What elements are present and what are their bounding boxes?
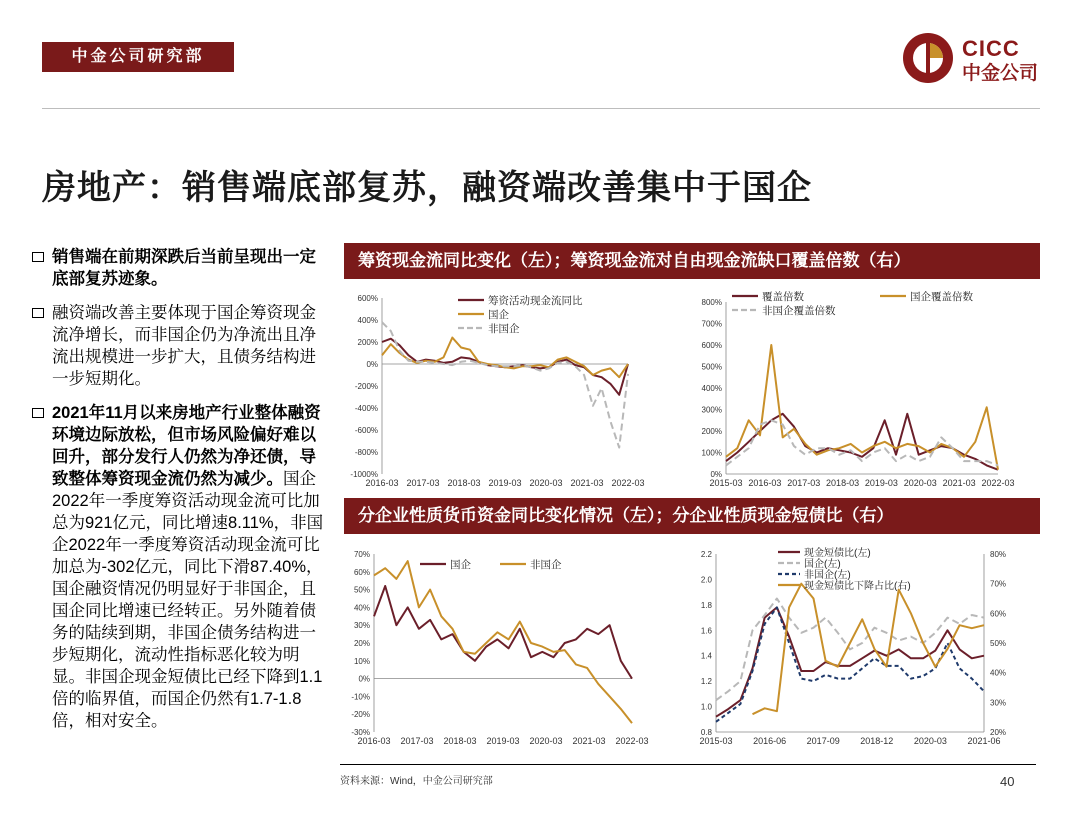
series-line-2 (726, 420, 998, 465)
page-title: 房地产：销售端底部复苏，融资端改善集中于国企 (42, 169, 812, 207)
y-right-tick-label: 50% (990, 639, 1007, 648)
y-tick-label: 2.2 (700, 550, 712, 559)
legend-label: 国企(左) (804, 559, 841, 570)
y-tick-label: 20% (353, 639, 370, 648)
x-tick-label: 2022-03 (981, 478, 1015, 488)
bullet-bold: 销售端在前期深跌后当前呈现出一定底部复苏迹象。 (52, 248, 316, 288)
chart-cash-yoy (340, 542, 680, 754)
legend-label: 非国企(左) (804, 570, 851, 581)
y-tick-label: 400% (357, 316, 378, 325)
y-tick-label: -400% (354, 404, 378, 413)
chart-financing-yoy (340, 288, 680, 494)
y-tick-label: 0% (366, 360, 378, 369)
bullet-item (32, 246, 330, 290)
bullet-item (32, 302, 330, 390)
y-tick-label: 500% (701, 362, 722, 372)
header-divider (42, 108, 1040, 109)
x-tick-label: 2017-03 (406, 478, 440, 488)
y-tick-label: 300% (701, 405, 722, 415)
department-badge: 中金公司研究部 (42, 42, 234, 72)
series-line-1 (382, 338, 628, 378)
x-tick-label: 2016-03 (365, 478, 399, 488)
cicc-logo-icon (900, 30, 956, 86)
legend-label: 国企 (488, 309, 509, 321)
x-tick-label: 2020-03 (903, 478, 937, 488)
logo-cn: 中金公司 (962, 63, 1039, 84)
chart-coverage-ratio (692, 288, 1034, 494)
x-tick-label: 2018-12 (860, 736, 894, 746)
series-line-0 (716, 607, 984, 716)
y-tick-label: 0.8 (700, 728, 712, 737)
bullet-list (32, 246, 330, 744)
y-right-tick-label: 60% (990, 609, 1007, 619)
source-note: 资料来源：Wind，中金公司研究部 (340, 776, 493, 787)
logo-en: CICC (962, 36, 1020, 61)
x-tick-label: 2016-06 (753, 736, 787, 746)
y-right-tick-label: 30% (990, 698, 1007, 708)
x-tick-label: 2015-03 (699, 736, 733, 746)
y-tick-label: 40% (353, 603, 370, 613)
y-tick-label: 100% (701, 448, 722, 458)
x-tick-label: 2020-03 (913, 736, 947, 746)
y-tick-label: 200% (357, 338, 378, 347)
y-tick-label: 0% (710, 470, 722, 479)
y-tick-label: 2.0 (700, 575, 712, 585)
x-tick-label: 2021-06 (967, 736, 1001, 746)
bullet-text: 国企2022年一季度筹资活动现金流可比加总为921亿元，同比增速8.11%，非国企2022年一季度筹资活动现金流可比加总为-302亿元，同比下滑87.40%，国企融资情况仍明显好于非国企，且国企同比增速已经转正。另外随着债务的陆续到期，非国企债务结构进一步短期化，流动性指标恶化较为明显。非国企现金短债比已经下降到1.1倍的临界值，而国企仍然有1.7-1.8倍，相对安全。 (52, 470, 324, 730)
legend-label: 覆盖倍数 (762, 291, 804, 303)
series-line-3 (753, 584, 985, 715)
x-tick-label: 2017-03 (400, 736, 434, 746)
y-tick-label: -20% (351, 710, 370, 720)
x-tick-label: 2018-03 (447, 478, 481, 488)
x-tick-label: 2021-03 (572, 736, 606, 746)
y-right-tick-label: 80% (990, 550, 1007, 559)
y-tick-label: 600% (701, 341, 722, 350)
y-tick-label: -600% (354, 426, 378, 435)
y-tick-label: 60% (353, 567, 370, 577)
legend-label: 筹资活动现金流同比 (488, 295, 583, 307)
y-tick-label: 0% (358, 674, 370, 684)
x-tick-label: 2017-03 (787, 478, 821, 488)
x-tick-label: 2019-03 (486, 736, 520, 746)
bullet-item (32, 402, 330, 732)
x-tick-label: 2017-09 (806, 736, 840, 746)
y-tick-label: -200% (354, 382, 378, 391)
x-tick-label: 2018-03 (443, 736, 477, 746)
section-header-cash: 分企业性质货币资金同比变化情况（左）；分企业性质现金短债比（右） (344, 498, 1040, 534)
series-line-1 (374, 561, 632, 723)
y-right-tick-label: 40% (990, 668, 1007, 678)
legend-label: 非国企 (530, 559, 562, 571)
y-tick-label: 50% (353, 585, 370, 595)
x-tick-label: 2018-03 (826, 478, 860, 488)
x-tick-label: 2021-03 (570, 478, 604, 488)
y-tick-label: 200% (701, 427, 722, 436)
y-tick-label: -1000% (350, 470, 378, 479)
legend-label: 非国企覆盖倍数 (762, 305, 836, 317)
y-tick-label: 1.4 (700, 651, 712, 661)
series-line-2 (382, 322, 628, 447)
bullet-text: 融资端改善主要体现于国企筹资现金流净增长，而非国企仍为净流出且净流出规模进一步扩大，且债务结构进一步短期化。 (52, 304, 316, 388)
x-tick-label: 2020-03 (529, 478, 563, 488)
bullet-square-icon (32, 252, 44, 262)
bullet-bold: 2021年11月以来房地产行业整体融资环境边际放松，但市场风险偏好难以回升，部分发行人仍然为净还债，导致整体筹资现金流仍然为减少。 (52, 404, 321, 488)
x-tick-label: 2020-03 (529, 736, 563, 746)
x-tick-label: 2015-03 (709, 478, 743, 488)
y-tick-label: -800% (354, 448, 378, 457)
section-header-financing: 筹资现金流同比变化（左）；筹资现金流对自由现金流缺口覆盖倍数（右） (344, 243, 1040, 279)
bullet-square-icon (32, 408, 44, 418)
y-tick-label: 70% (353, 550, 370, 559)
y-tick-label: 1.8 (700, 600, 712, 610)
y-tick-label: 400% (701, 384, 722, 393)
y-tick-label: 600% (357, 294, 378, 303)
y-tick-label: 700% (701, 319, 722, 329)
y-tick-label: 10% (353, 656, 370, 666)
page-number: 40 (1000, 774, 1015, 789)
y-tick-label: -10% (351, 692, 370, 702)
x-tick-label: 2022-03 (615, 736, 649, 746)
footer-divider (340, 764, 1036, 765)
y-right-tick-label: 70% (990, 579, 1007, 589)
series-line-1 (726, 345, 998, 470)
legend-label: 国企覆盖倍数 (910, 291, 973, 303)
x-tick-label: 2019-03 (488, 478, 522, 488)
series-line-0 (374, 586, 632, 679)
x-tick-label: 2022-03 (611, 478, 645, 488)
bullet-square-icon (32, 308, 44, 318)
x-tick-label: 2019-03 (864, 478, 898, 488)
x-tick-label: 2016-03 (357, 736, 391, 746)
legend-label: 现金短债比下降占比(右) (804, 581, 911, 592)
y-tick-label: 30% (353, 621, 370, 631)
y-tick-label: 800% (701, 298, 722, 307)
legend-label: 非国企 (488, 323, 520, 335)
y-tick-label: 1.6 (700, 626, 712, 636)
y-right-tick-label: 20% (990, 728, 1007, 737)
legend-label: 现金短债比(左) (804, 548, 871, 559)
x-tick-label: 2021-03 (942, 478, 976, 488)
y-tick-label: 1.0 (700, 702, 712, 712)
y-tick-label: -30% (351, 728, 370, 737)
x-tick-label: 2016-03 (748, 478, 782, 488)
y-tick-label: 1.2 (700, 677, 712, 687)
legend-label: 国企 (450, 559, 471, 571)
chart-cash-short-debt (692, 542, 1034, 754)
